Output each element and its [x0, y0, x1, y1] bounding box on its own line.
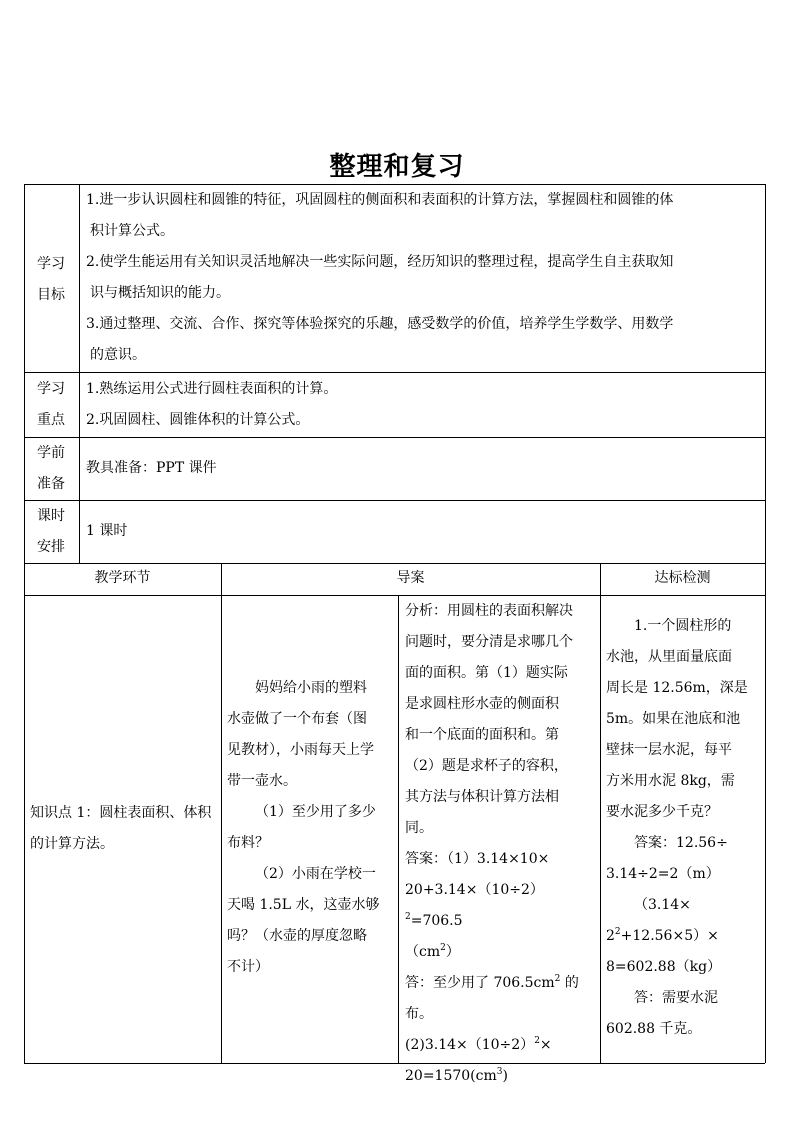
check-text: 1.一个圆柱形的 水池，从里面量底面 周长是 12.56m，深是 5m。如果在池底和池 壁抹一层水泥，每平 方米用水泥 8kg，需 要水泥多少千克？ 答案：12.56÷ 3.14÷2=2（m） （3.14× $2^2+12.56\times 5)\times$ 8=602.88（kg） 答：需要水泥 602.88 千克。 [606, 618, 748, 1037]
col-header-check: 达标检测 [654, 570, 711, 586]
page-title: 整理和复习 [329, 152, 465, 182]
focus-label: 学习 重点 [37, 381, 65, 428]
problem-text: 妈妈给小雨的塑料 水壶做了一个布套（图 见教材），小雨每天上学 带一壶水。 （1）至少用了多少 布料？ （2）小雨在学校一 天喝 1.5L 水，这壶水够 吗？（水壶的厚度忽略 不计） [227, 680, 380, 975]
focus-content: 1.熟练运用公式进行圆柱表面积的计算。 2.巩固圆柱、圆锥体积的计算公式。 [86, 381, 338, 428]
col-header-guide: 导案 [396, 570, 425, 586]
analysis-text: 分析：用圆柱的表面积解决 问题时，要分清是求哪几个 面的面积。第（1）题实际 是求圆柱形水壶的侧面积 和一个底面的面积和。第 （2）题是求杯子的容积， 其方法与体积计算方法相 同。 答案：（1）3.14×10× $20+3.14\times(10\div 2)^2=706.5$ $(cm^2)$ 答：至少用了 $706.5cm^2$ 的 布。 $(2)3.14\times(10\div 2)^2\times$ $20=1570(cm^3)$ [405, 603, 579, 1084]
knowledge-point: 知识点 1：圆柱表面积、体积的计算方法。 [30, 805, 212, 852]
hours-content: 1 课时 [86, 523, 128, 539]
goals-label: 学习 目标 [37, 256, 65, 303]
hours-label: 课时 安排 [37, 508, 65, 555]
goals-content: 1.进一步认识圆柱和圆锥的特征，巩固圆柱的侧面积和表面积的计算方法，掌握圆柱和圆锥的体 积计算公式。 2.使学生能运用有关知识灵活地解决一些实际问题，经历知识的整理过程，提高学生自主获取知 识与概括知识的能力。 3.通过整理、交流、合作、探究等体验探究的乐趣，感受数学的价值，培养学生学数学、用数学 的意识。 [86, 192, 674, 363]
prep-label: 学前 准备 [37, 445, 65, 492]
col-header-teaching: 教学环节 [94, 570, 151, 586]
prep-content: 教具准备：PPT 课件 [86, 460, 217, 476]
